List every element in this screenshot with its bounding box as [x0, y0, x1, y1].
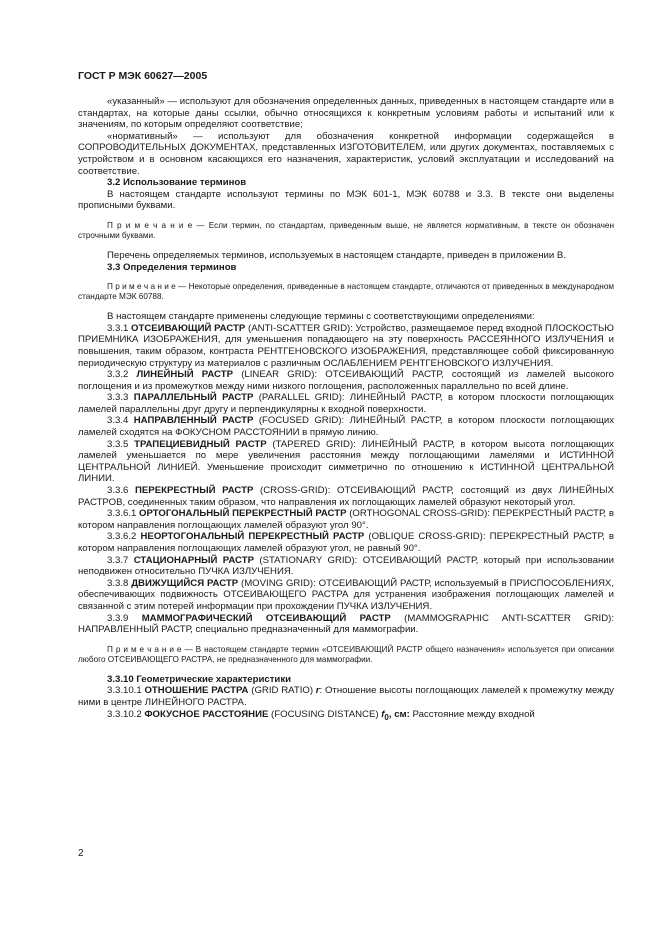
term-number: 3.3.10.1 [107, 685, 145, 697]
term-definition [78, 415, 614, 438]
note-label: П р и м е ч а н и е [107, 644, 182, 654]
term-number: 3.3.5 [107, 438, 135, 450]
term-number: 3.3.4 [107, 415, 134, 427]
term-definition [78, 613, 614, 636]
term-text: Расстояние между входной [409, 708, 535, 720]
term-number: 3.3.2 [107, 369, 137, 381]
term-name: ФОКУСНОЕ РАССТОЯНИЕ [144, 708, 269, 720]
term-number: 3.3.10.2 [107, 708, 145, 720]
term-name: ОРТОГОНАЛЬНЫЙ ПЕРЕКРЕСТНЫЙ РАСТР [139, 508, 347, 520]
term-number: 3.3.3 [107, 392, 134, 404]
term-number: 3.3.8 [107, 577, 132, 589]
term-number: 3.3.6.2 [107, 531, 141, 543]
term-definition [78, 685, 614, 708]
term-name: СТАЦИОНАРНЫЙ РАСТР [133, 554, 255, 566]
note-label: П р и м е ч а н и е [107, 220, 193, 230]
term-definition [78, 323, 614, 369]
term-name: ТРАПЕЦИЕВИДНЫЙ РАСТР [134, 438, 267, 450]
term-text: (ANTI-SCATTER GRID): Устройство, размещаемое перед входной ПЛОСКОСТЬЮ ПРИЕМНИКА ИЗОБРАЖЕНИЯ, для уменьшения попадающего на эту поверхность РАССЕЯННОГО ИЗЛУЧЕНИЯ и повышения, таким образом, контраста РЕНТГЕНОВСКОГО ИЗОБРАЖЕНИЯ, представляющее собой фиксированную периодическую структуру из материалов с различным ОСЛАБЛЕНИЕМ РЕНТГЕНОВСКОГО ИЗЛУЧЕНИЯ. [78, 322, 614, 369]
term-text: (OBLIQUE CROSS-GRID): ПЕРЕКРЕСТНЫЙ РАСТР, в котором направления поглощающих ламелей образуют угол, не равный 90°. [78, 531, 614, 554]
term-name: НАПРАВЛЕННЫЙ РАСТР [133, 415, 254, 427]
paragraph: В настоящем стандарте используют термины по МЭК 601-1, МЭК 60788 и 3.3. В тексте они выделены прописными буквами. [78, 188, 614, 212]
paragraph: «указанный» — используют для обозначения определенных данных, приведенных в настоящем стандарте или в стандартах, на которые даны ссылки, обычно относящихся к конкретным условиям работы и испытаний или к значениям, по которым определяют соответствие; [78, 96, 614, 131]
term-symbol: r [315, 685, 320, 697]
term-name: ЛИНЕЙНЫЙ РАСТР [136, 369, 234, 381]
section-heading: 3.3.10 Геометрические характеристики [107, 673, 292, 685]
term-definition [78, 392, 614, 415]
term-number: 3.3.9 [107, 612, 142, 624]
term-text: (CROSS-GRID): ОТСЕИВАЮЩИЙ РАСТР, состоящий из двух ЛИНЕЙНЫХ РАСТРОВ, соединенных таким образом, что направления их поглощающих ламелей образуют некоторый угол. [78, 485, 614, 508]
paragraph: В настоящем стандарте применены следующие термины с соответствующими определениями: [107, 311, 535, 323]
term-number: 3.3.6 [107, 485, 135, 497]
term-number: 3.3.7 [107, 554, 134, 566]
term-definition [78, 531, 614, 554]
term-symbol-subscript: 0 [384, 712, 389, 722]
document-header: ГОСТ Р МЭК 60627—2005 [78, 70, 208, 82]
page-number: 2 [78, 848, 84, 859]
note-label: П р и м е ч а н и е [107, 282, 176, 292]
note-text: — В настоящем стандарте термин «ОТСЕИВАЮЩИЙ РАСТР общего назначения» используется при описании любого ОТСЕИВАЮЩЕГО РАСТРА, не предназначенного для маммографии. [78, 644, 615, 664]
term-name: ПЕРЕКРЕСТНЫЙ РАСТР [135, 485, 254, 497]
term-text: (LINEAR GRID): ОТСЕИВАЮЩИЙ РАСТР, состоящий из ламелей высокого поглощения и из промежутков между ними низкого поглощения, расположенных параллельно по всей длине. [78, 369, 614, 392]
note [78, 282, 614, 302]
term-english: (GRID RATIO) [248, 685, 316, 697]
term-unit: , см: [388, 708, 410, 720]
term-text: (TAPERED GRID): ЛИНЕЙНЫЙ РАСТР, в котором высота поглощающих ламелей уменьшается по мере увеличения расстояния между поглощающими ламелями и ИСТИННОЙ ЦЕНТРАЛЬНОЙ ЛИНИЕЙ. Уменьшение происходит симметрично по отношению к ИСТИННОЙ ЦЕНТРАЛЬНОЙ ЛИНИИ. [78, 438, 614, 485]
term-name: МАММОГРАФИЧЕСКИЙ ОТСЕИВАЮЩИЙ РАСТР [141, 612, 391, 624]
term-text: (FOCUSED GRID): ЛИНЕЙНЫЙ РАСТР, в котором плоскости поглощающих ламелей сходятся на ФОКУСНОМ РАССТОЯНИИ в прямую линию. [78, 415, 614, 439]
document-body [78, 96, 614, 723]
term-text: (ORTHOGONAL CROSS-GRID): ПЕРЕКРЕСТНЫЙ РАСТР, в котором направления поглощающих ламелей образуют угол 90°. [78, 508, 614, 531]
term-definition [78, 555, 614, 578]
term-definition [78, 578, 614, 613]
term-definition [78, 439, 614, 485]
term-definition [78, 709, 614, 724]
term-definition [78, 508, 614, 531]
term-name: ОТНОШЕНИЕ РАСТРА [144, 685, 249, 697]
term-definition [78, 485, 614, 508]
paragraph: «нормативный» — используют для обозначения конкретной информации содержащейся в СОПРОВОДИТЕЛЬНЫХ ДОКУМЕНТАХ, представленных ИЗГОТОВИТЕЛЕМ, или других документах, поставляемых с устройством и в основном касающихся его назначения, характеристик, условий эксплуатации и исследований на соответствие. [78, 130, 614, 177]
term-text: : Отношение высоты поглощающих ламелей к промежутку между ними в центре ЛИНЕЙНОГО РАСТРА. [78, 685, 614, 708]
note [78, 645, 614, 665]
term-name: ПАРАЛЛЕЛЬНЫЙ РАСТР [133, 392, 254, 404]
section-heading: 3.3 Определения терминов [107, 261, 237, 273]
term-number: 3.3.6.1 [107, 508, 140, 520]
note-text: — Некоторые определения, приведенные в настоящем стандарте, отличаются от приведенных в международном стандарте МЭК 60788. [78, 282, 615, 302]
term-english: (FOCUSING DISTANCE) [268, 708, 382, 720]
term-symbol: f [381, 708, 385, 720]
term-name: ОТСЕИВАЮЩИЙ РАСТР [131, 322, 246, 334]
term-name: НЕОРТОГОНАЛЬНЫЙ ПЕРЕКРЕСТНЫЙ РАСТР [140, 531, 365, 543]
term-text: (STATIONARY GRID): ОТСЕИВАЮЩИЙ РАСТР, который при использовании неподвижен относительно ПУЧКА ИЗЛУЧЕНИЯ. [78, 554, 614, 578]
term-name: ДВИЖУЩИЙСЯ РАСТР [131, 577, 239, 589]
term-definition [78, 369, 614, 392]
section-heading: 3.2 Использование терминов [107, 177, 247, 189]
note-text: — Если термин, по стандартам, приведенным выше, не является нормативным, в тексте он обозначен строчными буквами. [78, 220, 614, 240]
term-text: (MOVING GRID): ОТСЕИВАЮЩИЙ РАСТР, используемый в ПРИСПОСОБЛЕНИЯХ, обеспечивающих подвижность ОТСЕИВАЮЩЕГО РАСТРА для устранения изображения поглощающих ламелей и связанной с этим потерей информации при прохождении ПУЧКА ИЗЛУЧЕНИЯ. [78, 577, 614, 612]
note [78, 221, 614, 241]
term-number: 3.3.1 [107, 322, 132, 334]
term-text: (MAMMOGRAPHIC ANTI-SCATTER GRID): НАПРАВЛЕННЫЙ РАСТР, специально предназначенный для маммографии. [78, 612, 614, 636]
paragraph: Перечень определяемых терминов, используемых в настоящем стандарте, приведен в приложении В. [107, 249, 566, 261]
term-text: (PARALLEL GRID): ЛИНЕЙНЫЙ РАСТР, в котором плоскости поглощающих ламелей параллельны друг другу и перпендикулярны к входной поверхности. [78, 392, 614, 415]
